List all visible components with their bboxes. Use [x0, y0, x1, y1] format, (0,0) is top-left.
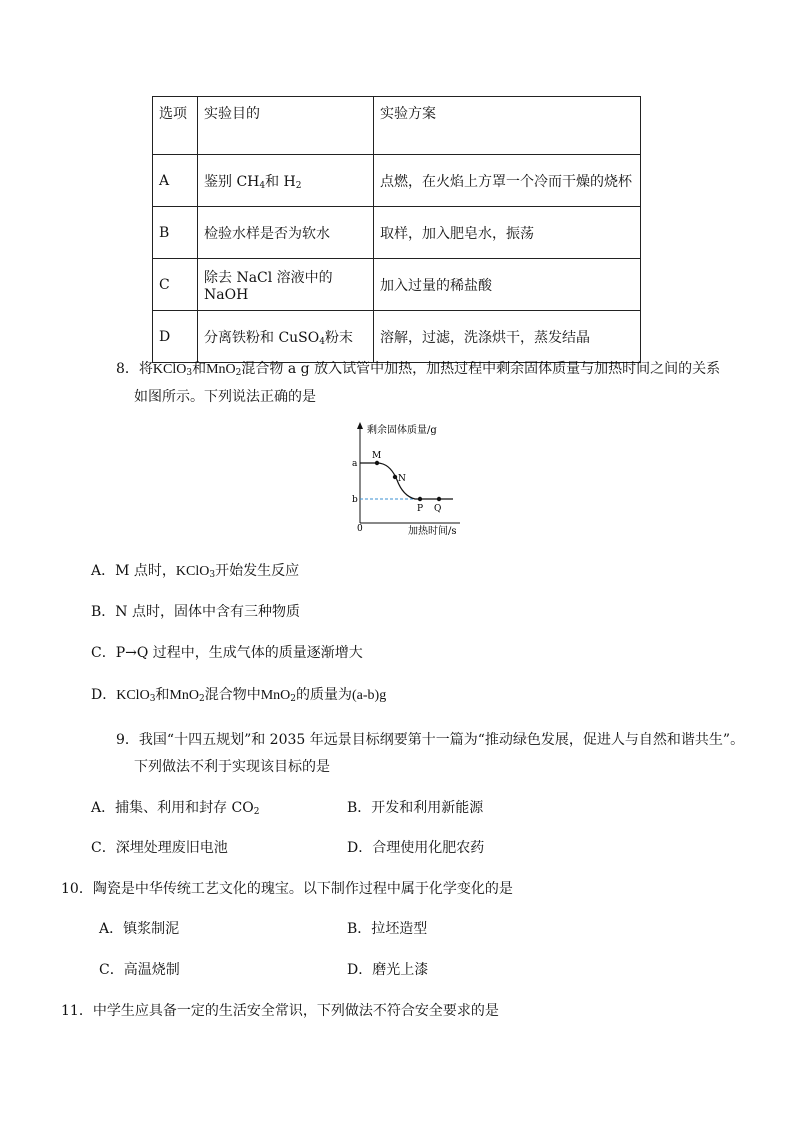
q8-graph	[345, 420, 475, 540]
q10-option-c[interactable]: C．高温烧制	[99, 962, 180, 978]
origin-label: 0	[357, 524, 363, 534]
header-plan: 实验方案	[374, 97, 641, 155]
q8-stem-line1: 8．将KClO$_3$和MnO$_2$混合物 a g 放入试管中加热，加热过程中剩余固体质量与加热时间之间的关系	[116, 361, 721, 378]
q10-option-b[interactable]: B．拉坯造型	[347, 921, 428, 937]
x-axis-label: 加热时间/s	[408, 526, 457, 537]
q8-option-c[interactable]: C．P→Q 过程中，生成气体的质量逐渐增大	[91, 645, 363, 661]
table-row	[153, 207, 641, 259]
q9-option-a[interactable]: A．捕集、利用和封存 $CO_2$	[91, 800, 260, 817]
q8-option-b[interactable]: B．N 点时，固体中含有三种物质	[91, 604, 300, 620]
point-n	[393, 475, 397, 479]
table-row	[153, 259, 641, 311]
q9-stem-line2: 下列做法不利于实现该目标的是	[134, 759, 330, 775]
row-purpose: 鉴别 $CH_4$和 $H_2$	[198, 155, 374, 207]
q8-stem-line2: 如图所示。下列说法正确的是	[134, 389, 316, 405]
q9-stem-line1: 9．我国“十四五规划”和 2035 年远景目标纲要第十一篇为“推动绿色发展，促进人与自然和谐共生”。	[116, 732, 745, 748]
table-row	[153, 311, 641, 363]
q10-option-d[interactable]: D．磨光上漆	[347, 962, 429, 978]
q9-option-d[interactable]: D．合理使用化肥农药	[347, 840, 485, 856]
q8-option-a[interactable]: A．M 点时，KClO$_3$开始发生反应	[91, 563, 300, 580]
p-label: P	[417, 504, 424, 514]
header-option: 选项	[153, 97, 198, 155]
point-m	[375, 461, 379, 465]
q9-option-c[interactable]: C．深埋处理废旧电池	[91, 840, 228, 856]
y-axis-arrow	[357, 422, 363, 429]
q11-stem: 11．中学生应具备一定的生活安全常识，下列做法不符合安全要求的是	[61, 1003, 499, 1019]
row-plan: 加入过量的稀盐酸	[374, 259, 641, 311]
row-option: B	[153, 207, 198, 259]
row-purpose: 分离铁粉和 CuSO$_4$粉末	[198, 311, 374, 363]
row-plan: 点燃，在火焰上方罩一个冷而干燥的烧杯	[374, 155, 641, 207]
q8-option-d[interactable]: D．KClO$_3$和MnO$_2$混合物中MnO$_2$的质量为(a-b)g	[91, 687, 387, 704]
y-axis-label: 剩余固体质量/g	[367, 425, 437, 436]
q9-option-b[interactable]: B．开发和利用新能源	[347, 800, 484, 816]
header-purpose: 实验目的	[198, 97, 374, 155]
q-label: Q	[434, 504, 442, 514]
row-option: D	[153, 311, 198, 363]
point-p	[418, 497, 422, 501]
row-purpose: 检验水样是否为软水	[198, 207, 374, 259]
m-label: M	[372, 451, 382, 461]
b-label: b	[352, 495, 358, 505]
table-header-row	[153, 97, 641, 155]
point-q	[437, 497, 441, 501]
row-option: A	[153, 155, 198, 207]
row-purpose: 除去 NaCl 溶液中的 NaOH	[198, 259, 374, 311]
experiment-table	[152, 96, 641, 363]
table-row	[153, 155, 641, 207]
n-label: N	[398, 474, 406, 484]
q10-stem: 10．陶瓷是中华传统工艺文化的瑰宝。以下制作过程中属于化学变化的是	[61, 881, 513, 897]
mass-curve	[360, 463, 453, 499]
row-option: C	[153, 259, 198, 311]
row-plan: 取样，加入肥皂水，振荡	[374, 207, 641, 259]
q10-option-a[interactable]: A．镇浆制泥	[99, 921, 180, 937]
a-label: a	[352, 459, 358, 469]
row-plan: 溶解，过滤，洗涤烘干，蒸发结晶	[374, 311, 641, 363]
